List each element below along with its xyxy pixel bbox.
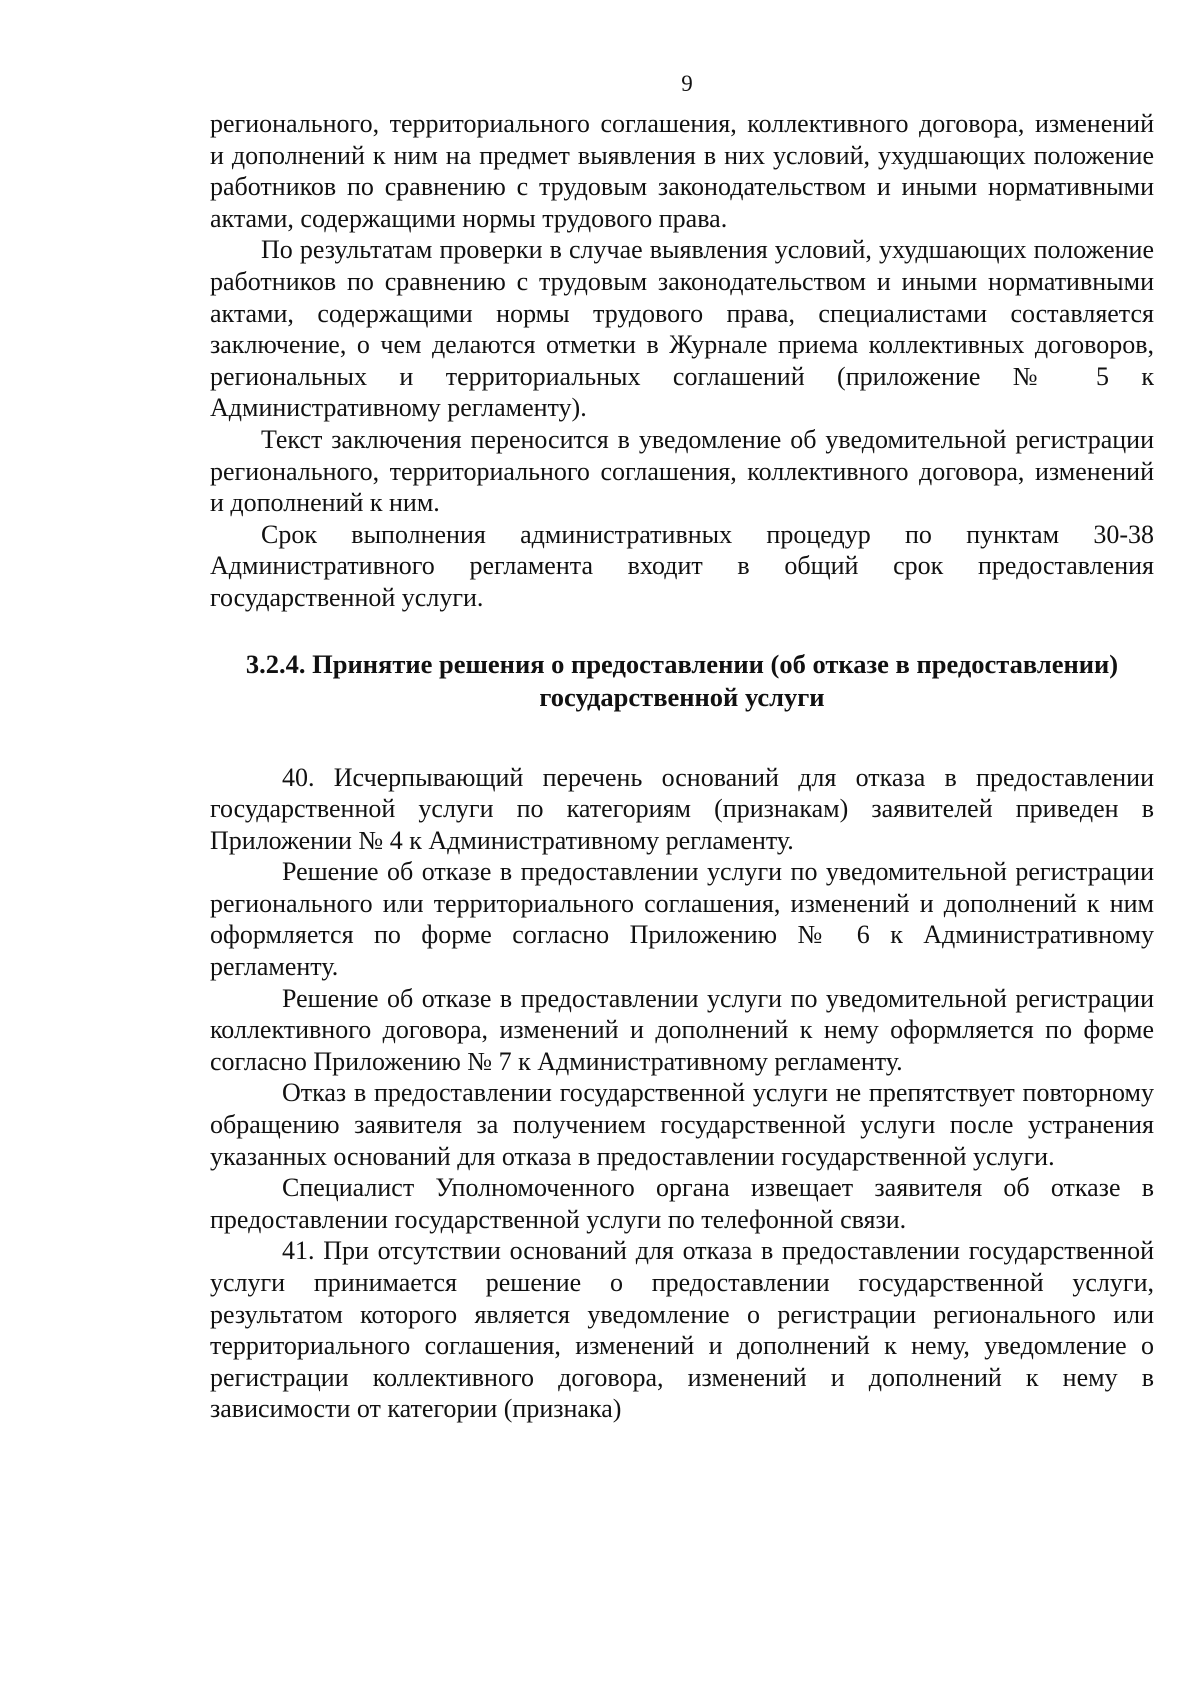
paragraph-deadline: Срок выполнения административных процедур по пунктам 30-38 Административного регламента входит в общий срок предоставления государственной услуги.: [210, 519, 1154, 612]
paragraph-inspection-results: По результатам проверки в случае выявления условий, ухудшающих положение работников по сравнению с трудовым законодательством и иными нормативными актами, содержащими нормы трудового права, специалистами составляется заключение, о чем делаются отметки в Журнале приема коллективных договоров, региональных и территориальных соглашений (приложение № 5 к Административному регламенту).: [210, 235, 1154, 423]
page-content: [210, 70, 1154, 1425]
paragraph-conclusion-text: Текст заключения переносится в уведомление об уведомительной регистрации регионального, территориального соглашения, коллективного договора, изменений и дополнений к ним.: [210, 424, 1154, 518]
paragraph-40: 40. Исчерпывающий перечень оснований для отказа в предоставлении государственной услуги по категориям (признакам) заявителей приведен в Приложении № 4 к Административному регламенту.: [210, 762, 1154, 855]
paragraph-refusal-regional: Решение об отказе в предоставлении услуги по уведомительной регистрации регионального или территориального соглашения, изменений и дополнений к ним оформляется по форме согласно Приложению № 6 к Административному регламенту.: [210, 857, 1154, 982]
paragraph-phone-notice: Специалист Уполномоченного органа извещает заявителя об отказе в предоставлении государственной услуги по телефонной связи.: [210, 1173, 1154, 1234]
section-heading: [210, 648, 1154, 714]
paragraph-refusal-collective: Решение об отказе в предоставлении услуги по уведомительной регистрации коллективного договора, изменений и дополнений к нему оформляется по форме согласно Приложению № 7 к Административному регламенту.: [210, 983, 1154, 1076]
paragraph-continuation: регионального, территориального соглашения, коллективного договора, изменений и дополнений к ним на предмет выявления в них условий, ухудшающих положение работников по сравнению с трудовым законодательством и иными нормативными актами, содержащими нормы трудового права.: [210, 109, 1154, 233]
section-heading-line-2: государственной услуги: [539, 681, 825, 712]
section-heading-line-1: 3.2.4. Принятие решения о предоставлении (об отказе в предоставлении): [245, 648, 1119, 679]
page-number: 9: [681, 71, 693, 96]
paragraph-41: 41. При отсутствии оснований для отказа в предоставлении государственной услуги принимается решение о предоставлении государственной услуги, результатом которого является уведомление о регистрации регионального или территориального соглашения, изменений и дополнений к нему, уведомление о регистрации коллективного договора, изменений и дополнений к нему в зависимости от категории (признака): [210, 1236, 1154, 1424]
paragraph-repeat-application: Отказ в предоставлении государственной услуги не препятствует повторному обращению заявителя за получением государственной услуги после устранения указанных оснований для отказа в предоставлении государственной услуги.: [210, 1078, 1154, 1171]
